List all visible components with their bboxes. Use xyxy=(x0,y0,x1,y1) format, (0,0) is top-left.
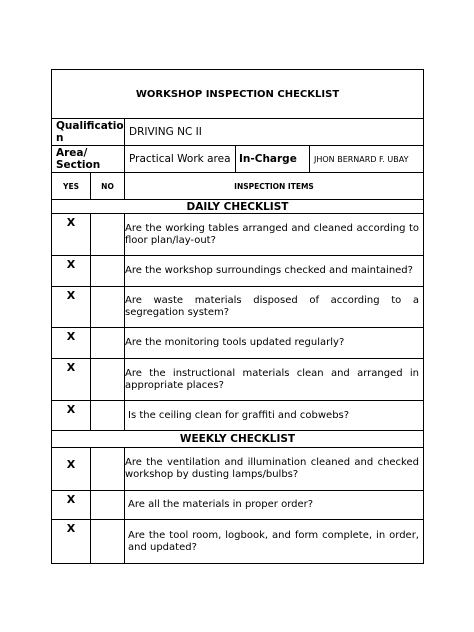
no-cell xyxy=(91,328,125,359)
inspection-item-text: Are the tool room, logbook, and form complete, in order, and updated? xyxy=(128,529,419,553)
daily-checklist-title: DAILY CHECKLIST xyxy=(52,200,424,214)
inspection-items-header: INSPECTION ITEMS xyxy=(125,173,424,200)
no-cell xyxy=(91,520,125,564)
yes-mark: X xyxy=(52,256,91,287)
inspection-item-text: Are the ventilation and illumination cleaned and checked workshop by dusting lamps/bulbs? xyxy=(125,457,419,480)
no-cell xyxy=(91,214,125,256)
yes-mark: X xyxy=(52,214,91,256)
no-cell xyxy=(91,401,125,431)
qualification-value: DRIVING NC II xyxy=(125,119,424,146)
inspection-item xyxy=(125,328,424,359)
qualification-label: Qualificatio n xyxy=(52,119,125,146)
yes-mark: X xyxy=(52,401,91,431)
no-header: NO xyxy=(91,173,125,200)
area-value: Practical Work area xyxy=(125,146,236,173)
inspection-item xyxy=(125,401,424,431)
yes-mark: X xyxy=(52,491,91,520)
inspection-checklist-table xyxy=(51,69,424,564)
no-cell xyxy=(91,359,125,401)
yes-mark: X xyxy=(52,520,91,564)
yes-mark: X xyxy=(52,448,91,491)
inspection-item-text: Are the working tables arranged and cleaned according to floor plan/lay-out? xyxy=(125,222,419,246)
checklist-title: WORKSHOP INSPECTION CHECKLIST xyxy=(52,70,424,119)
inspection-item-text: Are waste materials disposed of according to a segregation system? xyxy=(125,295,419,318)
no-cell xyxy=(91,256,125,287)
inspection-item-text: Is the ceiling clean for graffiti and cobwebs? xyxy=(128,409,350,421)
inspection-item-text: Are the instructional materials clean and arranged in appropriate places? xyxy=(125,367,419,391)
inspection-item xyxy=(125,520,424,564)
weekly-checklist-title: WEEKLY CHECKLIST xyxy=(52,431,424,448)
inspection-item xyxy=(125,359,424,401)
inspection-item xyxy=(125,491,424,520)
yes-header: YES xyxy=(52,173,91,200)
inspection-item xyxy=(125,256,424,287)
yes-mark: X xyxy=(52,328,91,359)
inspection-item xyxy=(125,448,424,491)
yes-mark: X xyxy=(52,287,91,328)
inspection-item xyxy=(125,214,424,256)
yes-mark: X xyxy=(52,359,91,401)
inspection-item-text: Are the monitoring tools updated regularly? xyxy=(125,337,345,348)
no-cell xyxy=(91,448,125,491)
inspection-item-text: Are all the materials in proper order? xyxy=(128,499,314,510)
inspection-item xyxy=(125,287,424,328)
no-cell xyxy=(91,491,125,520)
incharge-value: JHON BERNARD F. UBAY xyxy=(310,146,424,173)
incharge-label: In-Charge xyxy=(236,146,310,173)
inspection-item-text: Are the workshop surroundings checked and maintained? xyxy=(125,265,413,276)
no-cell xyxy=(91,287,125,328)
area-label: Area/ Section xyxy=(52,146,125,173)
